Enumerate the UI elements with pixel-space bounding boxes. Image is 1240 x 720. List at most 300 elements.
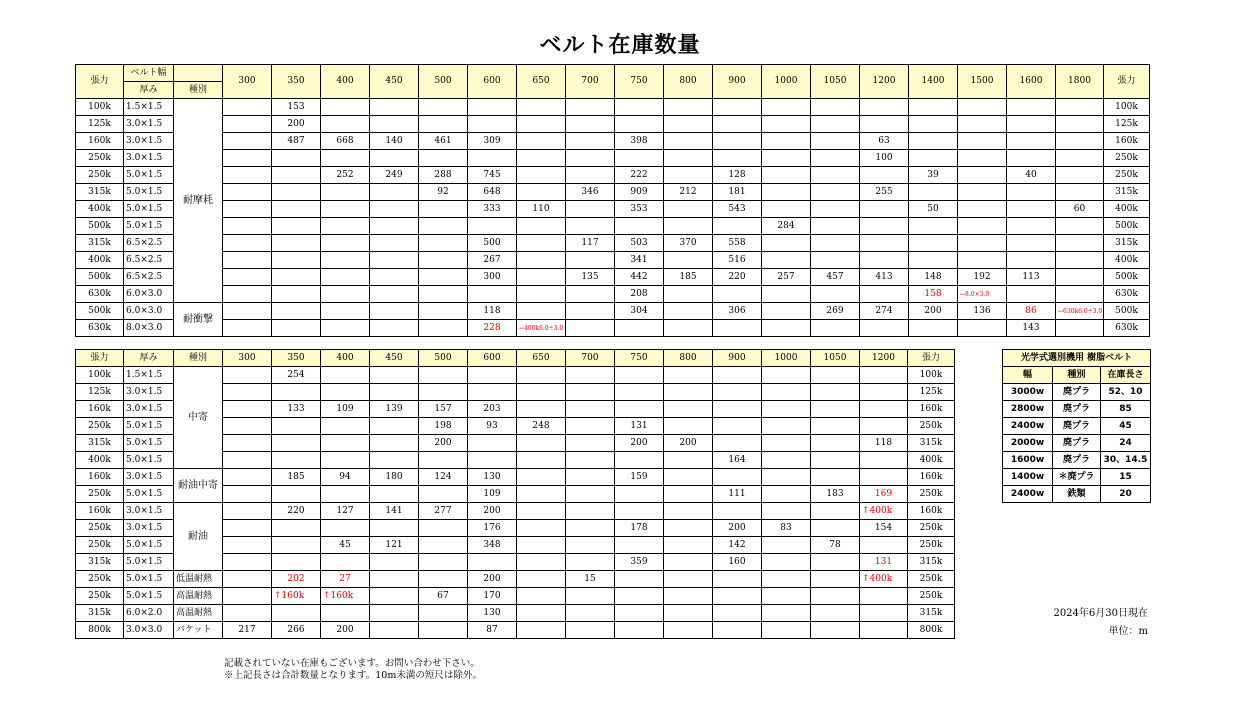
qty-cell: 60 <box>1056 201 1104 218</box>
qty-cell <box>713 588 762 605</box>
resin-cell: 2400w <box>1003 486 1053 503</box>
qty-cell: 141 <box>370 503 419 520</box>
qty-cell <box>1056 150 1104 167</box>
tension-cell: 400k <box>76 252 124 269</box>
qty-cell <box>566 469 615 486</box>
qty-cell <box>811 605 860 622</box>
qty-cell <box>566 150 615 167</box>
qty-cell <box>272 167 321 184</box>
thickness-cell: 3.0×3.0 <box>124 622 174 639</box>
qty-cell <box>958 150 1007 167</box>
qty-cell <box>860 167 909 184</box>
qty-cell <box>419 269 468 286</box>
qty-cell <box>223 320 272 337</box>
qty-cell: 164 <box>713 452 762 469</box>
qty-cell <box>419 235 468 252</box>
qty-cell: ←630k6.0÷3.0 <box>1056 303 1104 320</box>
qty-cell <box>272 320 321 337</box>
qty-cell <box>1056 184 1104 201</box>
qty-cell <box>419 303 468 320</box>
qty-cell: 503 <box>615 235 664 252</box>
tension-cell: 125k <box>76 384 124 401</box>
thickness-cell: 5.0×1.5 <box>124 452 174 469</box>
qty-cell: 200 <box>419 435 468 452</box>
qty-cell <box>762 605 811 622</box>
table-row <box>76 469 955 486</box>
tension-cell: 315k <box>76 184 124 201</box>
qty-cell <box>713 367 762 384</box>
resin-row <box>1003 435 1151 452</box>
qty-cell <box>762 435 811 452</box>
qty-cell <box>811 133 860 150</box>
qty-cell <box>615 622 664 639</box>
qty-cell: 304 <box>615 303 664 320</box>
qty-cell <box>419 452 468 469</box>
qty-cell <box>223 252 272 269</box>
qty-cell: 266 <box>272 622 321 639</box>
resin-row <box>1003 486 1151 503</box>
qty-cell: ↑400k <box>860 503 908 520</box>
qty-cell <box>762 150 811 167</box>
qty-cell <box>615 571 664 588</box>
qty-cell <box>419 384 468 401</box>
width-header: 700 <box>566 65 615 99</box>
width-header: 300 <box>223 350 272 367</box>
qty-cell: 909 <box>615 184 664 201</box>
qty-cell: 136 <box>958 303 1007 320</box>
qty-cell <box>664 452 713 469</box>
header-row <box>76 350 955 367</box>
qty-cell <box>860 367 908 384</box>
qty-cell <box>664 469 713 486</box>
qty-cell: 83 <box>762 520 811 537</box>
qty-cell <box>223 184 272 201</box>
qty-cell: 353 <box>615 201 664 218</box>
qty-cell: 118 <box>860 435 908 452</box>
qty-cell: 200 <box>468 503 517 520</box>
qty-cell: 228 <box>468 320 517 337</box>
resin-row <box>1003 452 1151 469</box>
width-header: 450 <box>370 65 419 99</box>
qty-cell: 176 <box>468 520 517 537</box>
qty-cell: 109 <box>321 401 370 418</box>
qty-cell <box>664 218 713 235</box>
resin-belt-title: 光学式選別機用 樹脂ベルト <box>1003 350 1151 367</box>
width-header: 1500 <box>958 65 1007 99</box>
qty-cell <box>811 571 860 588</box>
qty-cell <box>1056 116 1104 133</box>
tension-cell: 250k <box>76 520 124 537</box>
qty-cell <box>370 286 419 303</box>
qty-cell <box>419 286 468 303</box>
qty-cell <box>860 605 908 622</box>
thickness-cell: 3.0×1.5 <box>124 401 174 418</box>
width-header: 1400 <box>909 65 958 99</box>
qty-cell <box>811 452 860 469</box>
width-header: 1050 <box>811 350 860 367</box>
qty-cell <box>517 367 566 384</box>
qty-cell <box>272 150 321 167</box>
qty-cell <box>370 588 419 605</box>
tension-cell-right: 125k <box>1104 116 1150 133</box>
qty-cell <box>517 133 566 150</box>
tension-cell: 100k <box>76 367 124 384</box>
qty-cell: 92 <box>419 184 468 201</box>
qty-cell: 222 <box>615 167 664 184</box>
qty-cell <box>566 520 615 537</box>
qty-cell <box>811 418 860 435</box>
qty-cell: 500 <box>468 235 517 252</box>
qty-cell: 118 <box>468 303 517 320</box>
qty-cell: 192 <box>958 269 1007 286</box>
qty-cell <box>370 605 419 622</box>
qty-cell <box>370 520 419 537</box>
qty-cell <box>1007 286 1056 303</box>
qty-cell <box>223 537 272 554</box>
qty-cell <box>419 150 468 167</box>
qty-cell <box>566 537 615 554</box>
resin-cell: 30、14.5 <box>1101 452 1151 469</box>
qty-cell <box>909 116 958 133</box>
qty-cell <box>566 554 615 571</box>
qty-cell <box>370 269 419 286</box>
width-header: 650 <box>517 65 566 99</box>
qty-cell <box>370 150 419 167</box>
qty-cell: 27 <box>321 571 370 588</box>
thickness-cell: 5.0×1.5 <box>124 571 174 588</box>
tension-cell-right: 315k <box>908 435 955 452</box>
qty-cell <box>566 201 615 218</box>
qty-cell <box>713 320 762 337</box>
qty-cell <box>370 486 419 503</box>
qty-cell <box>713 418 762 435</box>
qty-cell: 67 <box>419 588 468 605</box>
resin-row <box>1003 469 1151 486</box>
qty-cell: 398 <box>615 133 664 150</box>
qty-cell <box>664 367 713 384</box>
qty-cell <box>223 367 272 384</box>
qty-cell <box>811 554 860 571</box>
qty-cell <box>762 622 811 639</box>
tension-cell: 500k <box>76 303 124 320</box>
qty-cell: 200 <box>909 303 958 320</box>
qty-cell <box>468 554 517 571</box>
resin-header-width: 幅 <box>1003 367 1053 384</box>
qty-cell <box>860 116 909 133</box>
qty-cell <box>615 537 664 554</box>
tension-cell: 630k <box>76 320 124 337</box>
qty-cell <box>1007 201 1056 218</box>
qty-cell <box>370 622 419 639</box>
qty-cell <box>517 469 566 486</box>
qty-cell: 170 <box>468 588 517 605</box>
thickness-cell: 6.5×2.5 <box>124 252 174 269</box>
qty-cell <box>517 303 566 320</box>
qty-cell <box>860 401 908 418</box>
qty-cell <box>1007 133 1056 150</box>
qty-cell <box>811 99 860 116</box>
width-header: 400 <box>321 65 370 99</box>
qty-cell <box>762 401 811 418</box>
qty-cell <box>566 167 615 184</box>
qty-cell <box>811 384 860 401</box>
qty-cell <box>272 303 321 320</box>
qty-cell <box>811 286 860 303</box>
qty-cell <box>517 503 566 520</box>
qty-cell: 346 <box>566 184 615 201</box>
qty-cell <box>664 150 713 167</box>
tension-cell-right: 800k <box>908 622 955 639</box>
width-header: 350 <box>272 65 321 99</box>
table-row <box>76 99 1150 116</box>
qty-cell: 131 <box>860 554 908 571</box>
qty-cell <box>762 537 811 554</box>
qty-cell: 178 <box>615 520 664 537</box>
qty-cell <box>223 99 272 116</box>
resin-cell: 廃プラ <box>1053 418 1101 435</box>
qty-cell: 558 <box>713 235 762 252</box>
tension-cell-right: 100k <box>908 367 955 384</box>
qty-cell <box>321 184 370 201</box>
qty-cell <box>958 201 1007 218</box>
qty-cell <box>1007 99 1056 116</box>
thickness-cell: 5.0×1.5 <box>124 554 174 571</box>
qty-cell: 359 <box>615 554 664 571</box>
qty-cell <box>321 116 370 133</box>
qty-cell <box>713 605 762 622</box>
qty-cell <box>272 201 321 218</box>
qty-cell: 516 <box>713 252 762 269</box>
header-tension-right: 張力 <box>908 350 955 367</box>
qty-cell <box>223 554 272 571</box>
type-cell: バケット <box>174 622 223 639</box>
qty-cell: 128 <box>713 167 762 184</box>
tension-cell-right: 630k <box>1104 320 1150 337</box>
qty-cell <box>713 133 762 150</box>
tension-cell: 100k <box>76 99 124 116</box>
qty-cell <box>370 452 419 469</box>
qty-cell <box>468 286 517 303</box>
tension-cell-right: 160k <box>908 503 955 520</box>
thickness-cell: 8.0×3.0 <box>124 320 174 337</box>
qty-cell <box>419 520 468 537</box>
qty-cell <box>223 384 272 401</box>
header-type: 種別 <box>174 350 223 367</box>
tension-cell-right: 315k <box>1104 184 1150 201</box>
qty-cell <box>517 269 566 286</box>
qty-cell <box>762 252 811 269</box>
qty-cell <box>223 150 272 167</box>
qty-cell <box>664 116 713 133</box>
tension-cell-right: 160k <box>908 469 955 486</box>
qty-cell <box>811 252 860 269</box>
table-row <box>76 218 1150 235</box>
qty-cell <box>517 486 566 503</box>
header-thickness: 厚み <box>124 350 174 367</box>
qty-cell <box>517 150 566 167</box>
thickness-cell: 6.0×3.0 <box>124 286 174 303</box>
qty-cell: 127 <box>321 503 370 520</box>
stock-table-bottom <box>75 349 955 639</box>
qty-cell <box>811 367 860 384</box>
qty-cell <box>223 452 272 469</box>
tension-cell-right: 315k <box>908 605 955 622</box>
qty-cell <box>664 418 713 435</box>
qty-cell <box>615 116 664 133</box>
qty-cell <box>517 605 566 622</box>
header-type: 種別 <box>174 82 223 99</box>
thickness-cell: 3.0×1.5 <box>124 116 174 133</box>
qty-cell <box>1007 252 1056 269</box>
qty-cell <box>713 571 762 588</box>
table-row <box>76 503 955 520</box>
qty-cell <box>272 252 321 269</box>
qty-cell <box>615 503 664 520</box>
tension-cell: 315k <box>76 554 124 571</box>
tension-cell-right: 500k <box>1104 269 1150 286</box>
qty-cell <box>762 588 811 605</box>
type-cell: 低温耐熱 <box>174 571 223 588</box>
tension-cell: 400k <box>76 452 124 469</box>
header-tension-right: 張力 <box>1104 65 1150 99</box>
resin-cell: 廃プラ <box>1053 452 1101 469</box>
qty-cell <box>909 235 958 252</box>
qty-cell <box>321 252 370 269</box>
qty-cell <box>664 401 713 418</box>
qty-cell: 257 <box>762 269 811 286</box>
qty-cell <box>517 99 566 116</box>
as-of-date: 2024年6月30日現在 <box>1053 608 1148 619</box>
table-row <box>76 167 1150 184</box>
qty-cell <box>517 235 566 252</box>
resin-cell: 2000w <box>1003 435 1053 452</box>
header-tension: 張力 <box>76 65 124 99</box>
tension-cell-right: 250k <box>908 571 955 588</box>
qty-cell <box>272 286 321 303</box>
thickness-cell: 3.0×1.5 <box>124 384 174 401</box>
page-title: ベルト在庫数量 <box>539 32 701 58</box>
thickness-cell: 1.5×1.5 <box>124 99 174 116</box>
table-row <box>76 571 955 588</box>
qty-cell: 160 <box>713 554 762 571</box>
qty-cell <box>860 201 909 218</box>
tension-cell: 500k <box>76 269 124 286</box>
table-row <box>76 201 1150 218</box>
qty-cell <box>664 167 713 184</box>
qty-cell <box>615 401 664 418</box>
tension-cell-right: 250k <box>908 588 955 605</box>
qty-cell <box>566 320 615 337</box>
qty-cell: 267 <box>468 252 517 269</box>
qty-cell: 220 <box>713 269 762 286</box>
thickness-cell: 3.0×1.5 <box>124 150 174 167</box>
resin-row <box>1003 401 1151 418</box>
resin-cell: 20 <box>1101 486 1151 503</box>
thickness-cell: 5.0×1.5 <box>124 167 174 184</box>
qty-cell <box>370 116 419 133</box>
resin-cell: 廃プラ <box>1053 384 1101 401</box>
qty-cell: 111 <box>713 486 762 503</box>
thickness-cell: 5.0×1.5 <box>124 418 174 435</box>
qty-cell <box>566 622 615 639</box>
qty-cell <box>223 605 272 622</box>
tension-cell: 250k <box>76 418 124 435</box>
qty-cell <box>958 252 1007 269</box>
width-header: 1000 <box>762 65 811 99</box>
qty-cell <box>566 605 615 622</box>
qty-cell <box>517 622 566 639</box>
qty-cell <box>909 150 958 167</box>
qty-cell <box>762 418 811 435</box>
width-header: 750 <box>615 65 664 99</box>
table-row <box>76 605 955 622</box>
qty-cell <box>713 150 762 167</box>
qty-cell <box>664 622 713 639</box>
qty-cell <box>272 235 321 252</box>
qty-cell <box>1056 218 1104 235</box>
width-header: 900 <box>713 65 762 99</box>
header-tension: 張力 <box>76 350 124 367</box>
qty-cell: 217 <box>223 622 272 639</box>
qty-cell: 78 <box>811 537 860 554</box>
table-row <box>76 286 1150 303</box>
width-header: 600 <box>468 65 517 99</box>
qty-cell <box>958 320 1007 337</box>
qty-cell: 203 <box>468 401 517 418</box>
qty-cell: 153 <box>272 99 321 116</box>
qty-cell <box>419 605 468 622</box>
qty-cell <box>272 218 321 235</box>
qty-cell <box>713 401 762 418</box>
qty-cell: 113 <box>1007 269 1056 286</box>
qty-cell <box>762 503 811 520</box>
qty-cell <box>566 418 615 435</box>
qty-cell <box>272 452 321 469</box>
tension-cell-right: 400k <box>1104 252 1150 269</box>
qty-cell <box>566 401 615 418</box>
type-cell: 高温耐熱 <box>174 588 223 605</box>
qty-cell <box>370 218 419 235</box>
qty-cell <box>517 571 566 588</box>
qty-cell <box>223 218 272 235</box>
qty-cell <box>860 537 908 554</box>
resin-header-length: 在庫長さ <box>1101 367 1151 384</box>
qty-cell <box>321 418 370 435</box>
type-cell: 中寄 <box>174 367 223 469</box>
footnote-line: ※上記長さは合計数量となります。10m未満の短尺は除外。 <box>224 670 482 681</box>
qty-cell <box>370 184 419 201</box>
qty-cell: 45 <box>321 537 370 554</box>
qty-cell: 370 <box>664 235 713 252</box>
qty-cell: 15 <box>566 571 615 588</box>
tension-cell: 125k <box>76 116 124 133</box>
qty-cell <box>370 418 419 435</box>
qty-cell <box>1056 167 1104 184</box>
qty-cell <box>272 486 321 503</box>
qty-cell <box>419 252 468 269</box>
footnote-line: 記載されていない在庫もございます。お問い合わせ下さい。 <box>224 658 480 669</box>
qty-cell <box>762 116 811 133</box>
thickness-cell: 5.0×1.5 <box>124 184 174 201</box>
thickness-cell: 3.0×1.5 <box>124 520 174 537</box>
qty-cell <box>272 537 321 554</box>
qty-cell <box>713 435 762 452</box>
qty-cell: 200 <box>615 435 664 452</box>
qty-cell <box>958 184 1007 201</box>
qty-cell <box>419 99 468 116</box>
table-row <box>76 235 1150 252</box>
table-row <box>76 622 955 639</box>
